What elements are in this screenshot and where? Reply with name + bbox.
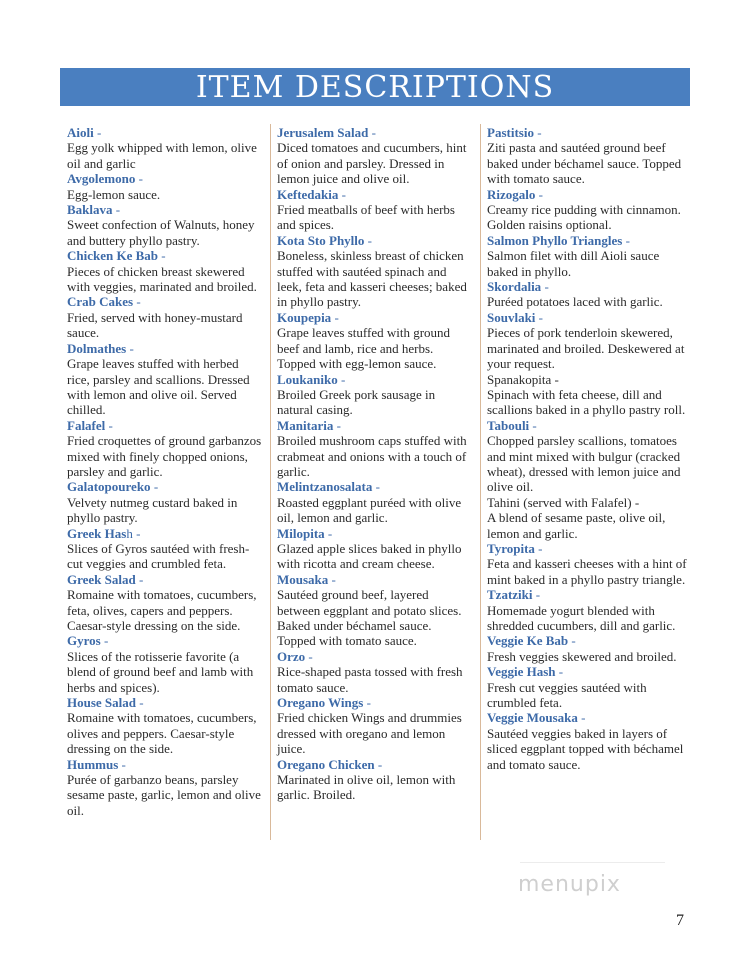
menu-item-description: Glazed apple slices baked in phyllo with ricotta and cream cheese.: [277, 540, 462, 572]
menu-item-dash: -: [368, 125, 376, 140]
menu-item-name: Oregano Chicken: [277, 756, 375, 772]
menu-item-description: Pieces of pork tenderloin skewered, marinated and broiled. Deskewered at your request.: [487, 325, 685, 372]
menu-item-heading: [67, 248, 263, 263]
menu-item-heading: [277, 372, 473, 387]
menu-item-dash: -: [577, 710, 586, 726]
menu-item-heading: [277, 526, 473, 541]
menu-item-dash: h -: [126, 525, 141, 541]
menu-item-dash: -: [100, 633, 109, 649]
menu-item-heading: [277, 757, 473, 772]
menu-item-description: Pieces of chicken breast skewered with veggies, marinated and broiled.: [67, 263, 257, 295]
menu-item-description: Romaine with tomatoes, cucumbers, olives and peppers. Caesar-style dressing on the side.: [67, 710, 257, 757]
menu-item-name: Souvlaki: [487, 309, 536, 325]
menu-item-name: Jerusalem Salad: [277, 125, 369, 140]
menu-item-description: Broiled mushroom caps stuffed with crabmeat and onions with a touch of garlic.: [277, 433, 467, 479]
menu-item-description: Fresh veggies skewered and broiled.: [487, 648, 677, 664]
menu-item-name: Veggie Ke Bab: [487, 633, 569, 649]
menu-item-heading: [487, 279, 687, 294]
menu-item-name: Gyros: [67, 633, 101, 649]
menu-item-dash: -: [533, 125, 542, 140]
menu-item-dash: -: [541, 279, 549, 295]
menu-item-dash: -: [133, 294, 141, 310]
menu-item-description: Slices of Gyros sautéed with fresh-cut veggies and crumbled feta.: [67, 540, 250, 572]
menu-item-heading: [67, 572, 263, 587]
menu-item-description: Sautéed ground beef, layered between eggplant and potato slices. Baked under béchamel sauce. Topped with tomato sauce.: [277, 587, 462, 649]
menu-item-heading: [487, 541, 687, 556]
menu-item-description: Salmon filet with dill Aioli sauce baked in phyllo.: [487, 248, 660, 279]
menu-item-heading: [487, 187, 687, 202]
menu-item-description: Marinated in olive oil, lemon with garlic. Broiled.: [277, 772, 456, 803]
menu-item-name: Veggie Mousaka: [487, 710, 578, 726]
menu-item-description: Grape leaves stuffed with herbed rice, parsley and scallions. Dressed with lemon and olive oil. Served chilled.: [67, 356, 250, 418]
menu-item-description: Romaine with tomatoes, cucumbers, feta, olives, capers and peppers. Caesar-style dressing on the side.: [67, 587, 257, 633]
menu-item-heading: [67, 125, 263, 140]
menu-item-name: Kota Sto Phyllo: [277, 232, 365, 248]
menu-item-dash: -: [112, 202, 121, 218]
menu-item-dash: -: [364, 232, 372, 248]
menu-item-name: Dolmathes: [67, 340, 127, 356]
menu-item-heading: [487, 633, 687, 648]
menu-item-name: Galatopoureko: [67, 479, 151, 495]
menu-item-dash: -: [135, 571, 144, 587]
menu-item-dash: -: [535, 309, 544, 325]
menu-item-description: Homemade yogurt blended with shredded cucumbers, dill and garlic.: [487, 602, 676, 633]
menu-item-description: Fried, served with honey-mustard sauce.: [67, 309, 243, 341]
menu-item-dash: -: [126, 340, 134, 356]
menu-item-name: Salmon Phyllo Triangles: [487, 232, 623, 248]
column-divider: [480, 124, 481, 840]
menu-item-heading: [487, 125, 687, 140]
menu-item-heading: [67, 633, 263, 648]
menu-item-heading: [487, 587, 687, 602]
menu-item-dash: -: [150, 479, 159, 495]
menu-item-description: Sautéed veggies baked in layers of sliced eggplant topped with béchamel and tomato sauce.: [487, 725, 684, 772]
menu-item-name: Pastitsio: [487, 125, 534, 140]
menu-item-name: Chicken Ke Bab: [67, 248, 159, 264]
menu-item-name: Baklava: [67, 202, 113, 218]
menu-item-description: Chopped parsley scallions, tomatoes and mint mixed with bulgur (cracked wheat), dressed with lemon juice and olive oil.: [487, 433, 681, 495]
menu-item-heading: [487, 664, 687, 679]
menu-item-name: Tabouli: [487, 417, 530, 433]
menupix-watermark: menupix: [518, 872, 621, 897]
menu-item-description: Broiled Greek pork sausage in natural casing.: [277, 386, 436, 418]
menu-item-name: Greek Has: [67, 525, 127, 541]
menu-item-heading: [67, 418, 263, 433]
menu-item-description: Ziti pasta and sautéed ground beef baked under béchamel sauce. Topped with tomato sauce.: [487, 140, 682, 187]
menu-column-2: [277, 125, 473, 803]
menu-item-name: Milopita: [277, 525, 325, 541]
menu-item-dash: -: [363, 695, 371, 711]
page-title-banner: [60, 68, 690, 106]
menu-item-dash: -: [328, 571, 336, 587]
menu-item-description: Roasted eggplant puréed with olive oil, lemon and garlic.: [277, 494, 462, 526]
menu-item-description: Puréed potatoes laced with garlic.: [487, 294, 663, 310]
menu-item-heading: [487, 418, 687, 433]
menu-item-description: Boneless, skinless breast of chicken stuffed with sautéed spinach and leek, feta and kasseri cheeses; baked in phyllo pastry.: [277, 248, 467, 310]
menu-item-name: Manitaria: [277, 417, 334, 433]
menu-item-heading: [487, 310, 687, 325]
menu-item-dash: -: [324, 525, 333, 541]
menu-item-name: Skordalia: [487, 279, 542, 295]
menu-item-description: Fried croquettes of ground garbanzos mixed with finely chopped onions, parsley and garlic.: [67, 433, 262, 479]
menu-item-description: Egg yolk whipped with lemon, olive oil and garlic: [67, 140, 257, 171]
menu-item-name: Crab Cakes: [67, 294, 134, 310]
menu-item-dash: -: [622, 232, 630, 248]
menu-item-heading: [277, 187, 473, 202]
menu-item-description: Spanakopita -: [487, 371, 559, 387]
menu-item-heading: [487, 710, 687, 725]
menu-column-3: [487, 125, 687, 772]
menu-item-dash: -: [555, 664, 564, 680]
menu-item-description: Slices of the rotisserie favorite (a blend of ground beef and lamb with herbs and spices).: [67, 648, 254, 695]
menu-item-name: Koupepia: [277, 309, 332, 325]
menu-item-heading: [67, 695, 263, 710]
menu-item-description: Velvety nutmeg custard baked in phyllo pastry.: [67, 494, 238, 526]
menu-item-name: Veggie Hash: [487, 664, 556, 680]
menu-item-dash: -: [93, 125, 102, 140]
menu-item-dash: -: [532, 587, 541, 603]
menu-item-name: Tzatziki: [487, 587, 533, 603]
menu-item-description: Purée of garbanzo beans, parsley sesame paste, garlic, lemon and olive oil.: [67, 772, 261, 818]
menu-item-dash: -: [135, 171, 143, 187]
menu-item-name: Loukaniko: [277, 371, 338, 387]
menu-item-name: Keftedakia: [277, 186, 339, 202]
watermark-rule: [520, 862, 665, 863]
column-divider: [270, 124, 271, 840]
menu-item-heading: [67, 202, 263, 217]
menu-item-description: Grape leaves stuffed with ground beef and lamb, rice and herbs. Topped with egg-lemon sauce.: [277, 325, 451, 372]
menu-item-name: Aioli: [67, 125, 94, 140]
menu-item-name: Falafel: [67, 417, 106, 433]
menu-item-name: Rizogalo: [487, 186, 536, 202]
menu-item-name: House Salad: [67, 695, 136, 711]
menu-item-dash: -: [337, 371, 346, 387]
menu-item-description: Fried meatballs of beef with herbs and spices.: [277, 202, 455, 233]
menu-item-heading: [277, 418, 473, 433]
menu-item-description: Diced tomatoes and cucumbers, hint of onion and parsley. Dressed in lemon juice and olive oil.: [277, 140, 467, 187]
menu-item-heading: [277, 479, 473, 494]
menu-item-dash: -: [534, 540, 543, 556]
menu-column-1: [67, 125, 263, 818]
menu-item-description: A blend of sesame paste, olive oil, lemon and garlic.: [487, 510, 666, 541]
menu-item-heading: [277, 695, 473, 710]
menu-item-dash: -: [338, 186, 346, 202]
menu-item-dash: -: [331, 309, 339, 325]
page-number: 7: [676, 912, 684, 929]
menu-item-dash: -: [105, 417, 113, 433]
page-title: ITEM DESCRIPTIONS: [195, 69, 555, 105]
menu-item-dash: -: [136, 695, 144, 711]
menu-item-heading: [277, 572, 473, 587]
menu-item-description: Fresh cut veggies sautéed with crumbled feta.: [487, 679, 647, 711]
menu-item-dash: -: [529, 417, 537, 433]
menu-item-dash: -: [568, 633, 576, 649]
menu-item-dash: -: [374, 756, 383, 772]
menu-item-dash: -: [118, 756, 126, 772]
menu-item-dash: -: [158, 248, 166, 264]
menu-item-name: Avgolemono: [67, 171, 136, 187]
menu-item-description: Fried chicken Wings and drummies dressed with oregano and lemon juice.: [277, 710, 462, 757]
menu-item-heading: [277, 649, 473, 664]
menu-item-heading: [67, 526, 263, 541]
menu-item-dash: -: [372, 479, 380, 495]
menu-item-name: Oregano Wings: [277, 695, 364, 711]
menu-item-description: Tahini (served with Falafel) -: [487, 494, 640, 510]
menu-item-heading: [67, 341, 263, 356]
menu-item-heading: [67, 171, 263, 186]
menu-item-description: Spinach with feta cheese, dill and scallions baked in a phyllo pastry roll.: [487, 386, 686, 418]
menu-item-name: Orzo: [277, 648, 306, 664]
menu-item-heading: [277, 125, 473, 140]
menu-item-description: Sweet confection of Walnuts, honey and buttery phyllo pastry.: [67, 217, 255, 248]
menu-item-description: Feta and kasseri cheeses with a hint of mint baked in a phyllo pastry triangle.: [487, 556, 687, 587]
menu-item-heading: [487, 233, 687, 248]
menu-item-name: Tyropita: [487, 540, 535, 556]
menu-item-description: Creamy rice pudding with cinnamon. Golden raisins optional.: [487, 202, 681, 233]
menu-item-heading: [277, 310, 473, 325]
menu-item-name: Melintzanosalata: [277, 479, 373, 495]
menu-item-dash: -: [333, 417, 341, 433]
menu-item-description: Rice-shaped pasta tossed with fresh tomato sauce.: [277, 664, 463, 695]
menu-item-description: Egg-lemon sauce.: [67, 186, 161, 202]
menu-item-heading: [277, 233, 473, 248]
menu-item-heading: [67, 757, 263, 772]
menu-item-dash: -: [535, 186, 543, 202]
menu-item-name: Mousaka: [277, 571, 329, 587]
menu-item-dash: -: [305, 648, 313, 664]
menu-item-heading: [67, 294, 263, 309]
menu-item-heading: [67, 479, 263, 494]
menu-item-name: Greek Salad: [67, 571, 136, 587]
menu-item-name: Hummus: [67, 756, 119, 772]
